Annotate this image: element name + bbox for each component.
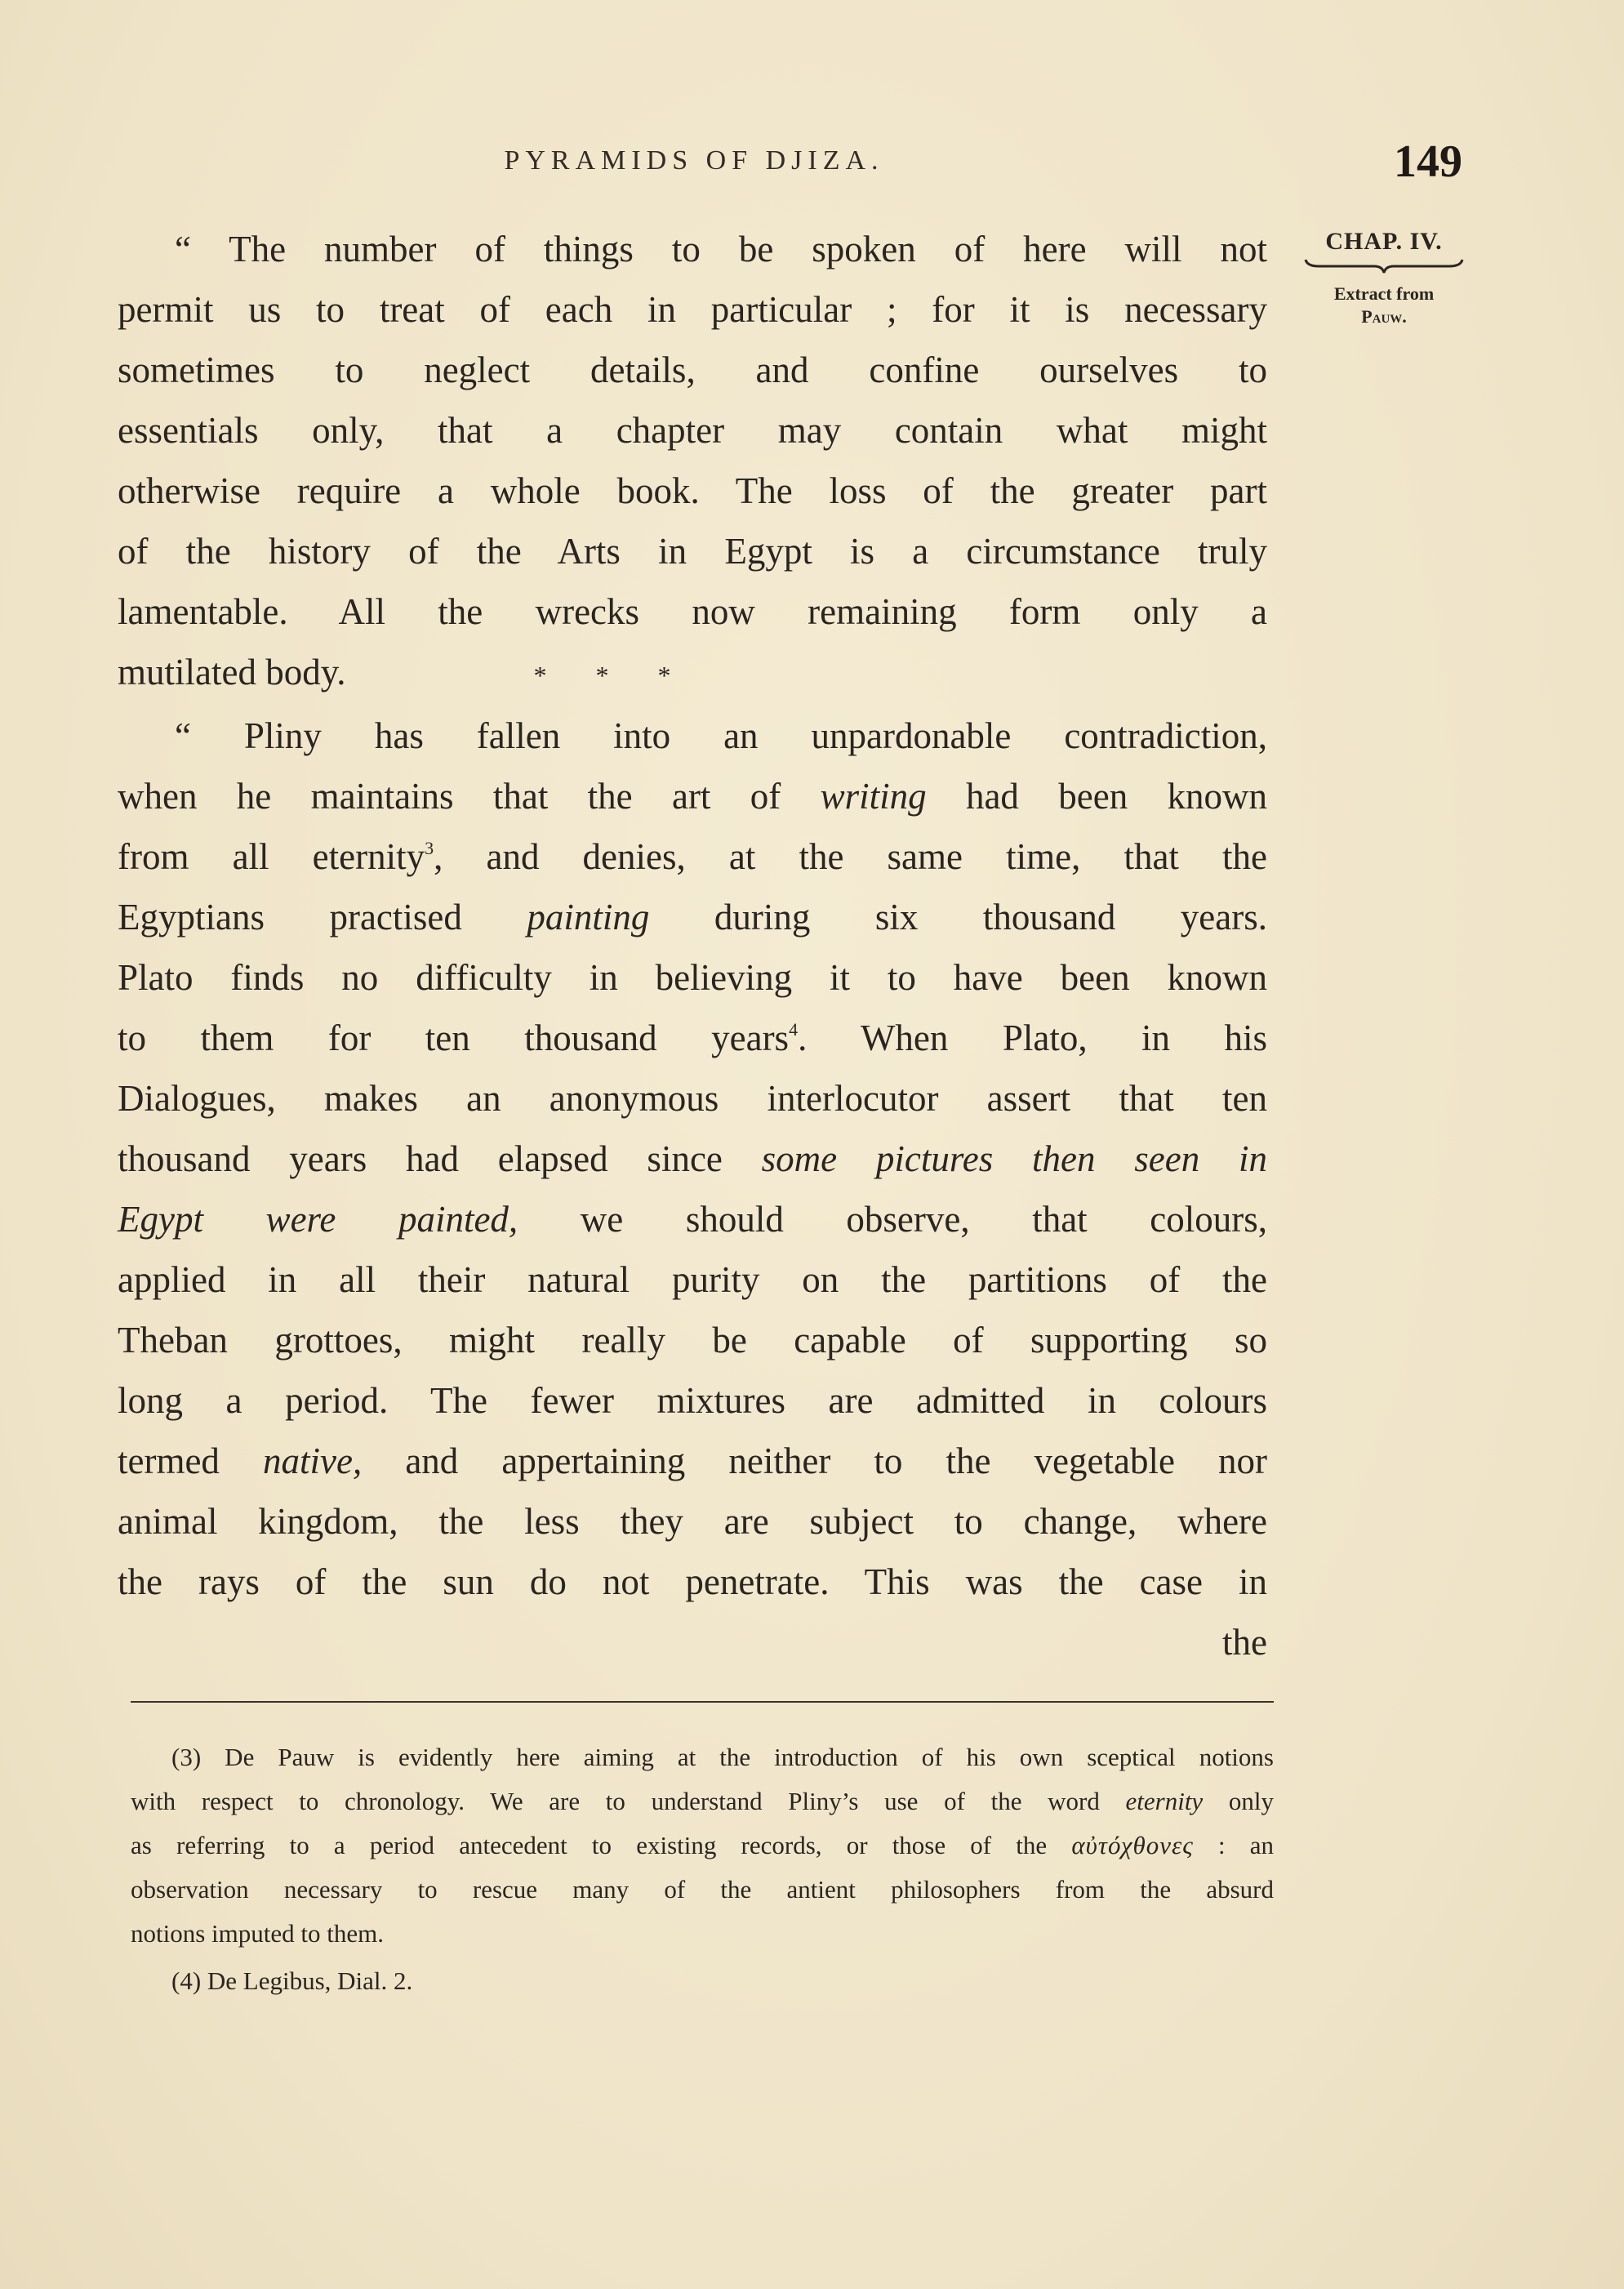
text-fragment: with respect to chronology. We are to understand Pliny’s use of the word [131,1787,1126,1815]
text-fragment: , and denies, at the same time, that the [434,836,1268,877]
text-line: Theban grottoes, might really be capable of supporting so [118,1320,1267,1360]
text-line: “ The number of things to be spoken of here will not [175,229,1267,269]
paragraph-1 [118,219,1267,706]
text-fragment: thousand years had elapsed since [118,1138,762,1179]
running-title: PYRAMIDS OF DJIZA. [504,145,884,176]
text-line: Plato finds no difficulty in believing it to have been known [118,957,1267,998]
text-line [118,887,1267,947]
text-line: of the history of the Arts in Egypt is a circumstance truly [118,531,1267,572]
text-line [118,1008,1267,1068]
text-fragment: Egyptians practised [118,897,527,937]
brace-ornament [1302,256,1466,274]
footnote-4: (4) De Legibus, Dial. 2. [171,1966,413,1995]
catchword: the [1222,1622,1267,1663]
text-line: animal kingdom, the less they are subject to change, where [118,1501,1267,1542]
text-fragment: mutilated body. [118,652,346,692]
text-line [118,642,1267,706]
text-fragment: from all eternity [118,836,425,877]
italic-word: writing [820,776,927,817]
footnote-line [131,1779,1274,1824]
text-fragment: as referring to a period antecedent to existing records, or those of the [131,1831,1072,1859]
text-line: sometimes to neglect details, and confine ourselves to [118,350,1267,390]
text-line: applied in all their natural purity on the partitions of the [118,1259,1267,1300]
italic-word: painting [527,897,650,937]
italic-phrase: some pictures then seen in [761,1138,1267,1179]
text-fragment: : an [1193,1831,1275,1859]
footnote-line: notions imputed to them. [131,1919,384,1948]
text-fragment: . When Plato, in his [798,1018,1268,1058]
footnote-ref: 3 [425,838,434,858]
text-line: the rays of the sun do not penetrate. This was the case in [118,1561,1267,1602]
text-line: “ Pliny has fallen into an unpardonable contradiction, [175,715,1267,756]
text-fragment: only [1203,1787,1274,1815]
italic-word: native, [263,1441,363,1481]
footnote-3 [131,1735,1274,1956]
text-line [118,1189,1267,1249]
paragraph-2 [118,706,1267,1672]
text-line [118,1431,1267,1491]
footnote-line: observation necessary to rescue many of the antient philosophers from the absurd [131,1875,1274,1904]
main-text [118,219,1267,1672]
greek-word: αὐτόχθονες [1071,1831,1194,1859]
text-line: permit us to treat of each in particular ; for it is necessary [118,289,1267,330]
text-fragment: we should observe, that colours, [518,1199,1267,1240]
marginal-note [1298,230,1470,328]
text-line: otherwise require a whole book. The loss of the greater part [118,470,1267,511]
text-fragment: during six thousand years. [649,897,1268,937]
text-line: Dialogues, makes an anonymous interlocutor assert that ten [118,1078,1267,1119]
footnotes [131,1735,1274,2003]
footnote-line: (3) De Pauw is evidently here aiming at the introduction of his own sceptical notions [171,1743,1274,1771]
footnote-divider [131,1701,1274,1703]
text-line [118,1129,1267,1189]
footnote-line [131,1824,1274,1868]
text-fragment: when he maintains that the art of [118,776,821,817]
marginal-note-line2: Pauw. [1361,306,1407,327]
marginal-note-line1: Extract from [1333,283,1435,304]
text-fragment: termed [118,1441,264,1481]
page-number: 149 [1394,136,1462,187]
chapter-label: CHAP. IV. [1325,228,1443,255]
footnote-ref: 4 [789,1019,799,1040]
text-fragment: and appertaining neither to the vegetable nor [362,1441,1268,1481]
asterisks: * * * [533,661,692,690]
text-line: long a period. The fewer mixtures are admitted in colours [118,1380,1267,1421]
text-line [118,766,1267,826]
text-line: essentials only, that a chapter may contain what might [118,410,1267,451]
text-line: lamentable. All the wrecks now remaining form only a [118,591,1267,632]
italic-phrase: Egypt were painted, [118,1199,518,1240]
text-line [118,826,1267,887]
italic-word: eternity [1125,1787,1204,1815]
text-fragment: had been known [926,776,1268,817]
text-fragment: to them for ten thousand years [118,1018,790,1058]
